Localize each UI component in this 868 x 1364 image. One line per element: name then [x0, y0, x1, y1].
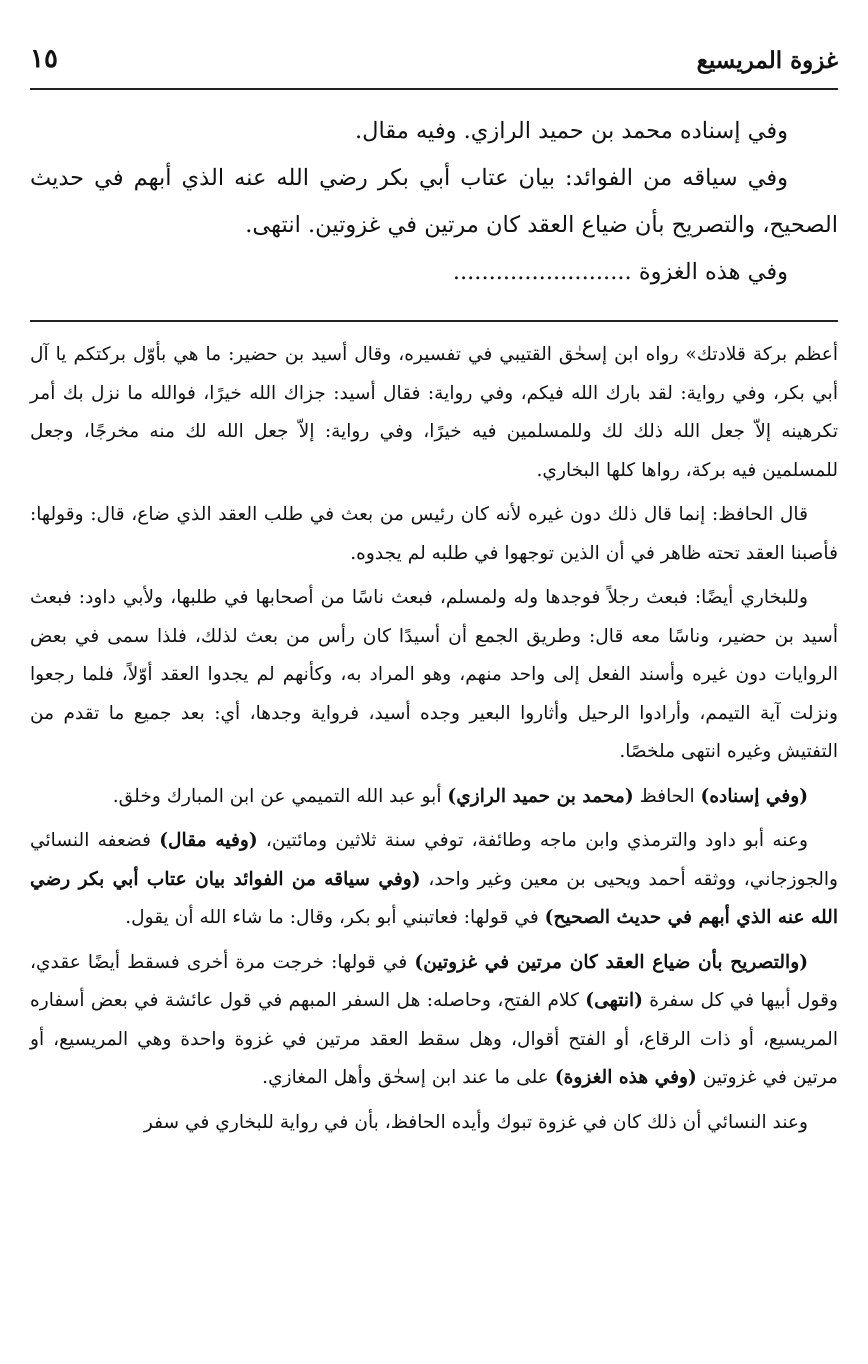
quoted-text: (وفي إسناده): [700, 785, 808, 807]
commentary-paragraph: قال الحافظ: إنما قال ذلك دون غيره لأنه كان رئيس من بعث في طلب العقد الذي ضاع، قال: وقولها: فأصبنا العقد تحته ظاهر في أن الذين توجهوا في طلبه لم يجدوه.: [30, 504, 838, 564]
commentary-text: في قولها: خرجت مرة أخرى فسقط أيضًا عقدي، وقول أبيها في كل سفرة: [30, 951, 838, 1011]
commentary-text: كلام الفتح، وحاصله: هل السفر المبهم في قول عائشة في بعض أسفاره المريسيع، أو ذات الرقاع، أو الفتح أقوال، وهل سقط العقد مرتين في غزوة واحدة وهي المريسيع، أو مرتين في غزوتين: [30, 990, 838, 1088]
commentary-text: وعنه أبو داود والترمذي وابن ماجه وطائفة، توفي سنة ثلاثين ومائتين،: [257, 830, 808, 851]
quoted-text: (وفي سياقه من الفوائد بيان عتاب أبي بكر رضي الله عنه الذي أبهم في حديث الصحيح): [30, 868, 838, 928]
ellipsis-dots: .........................: [452, 259, 632, 285]
commentary-paragraph: وعند النسائي أن ذلك كان في غزوة تبوك وأيده الحافظ، بأن في رواية للبخاري في سفر: [143, 1111, 808, 1133]
quoted-text: (محمد بن حميد الرازي): [447, 785, 634, 807]
commentary-paragraph: [30, 944, 838, 1098]
commentary-text: فضعفه النسائي والجوزجاني، ووثقه أحمد ويحيى بن معين وغير واحد،: [30, 830, 838, 890]
book-page: [30, 38, 838, 1148]
commentary-paragraph: وللبخاري أيضًا: فبعث رجلاً فوجدها وله ولمسلم، فبعث ناسًا من أصحابها في طلبها، ولأبي داود: فبعث أسيد بن حضير، وناسًا معه قال: وطريق الجمع أن أسيدًا كان رأس من بعث لذلك، فلذا سمى في بعض الروايات دون غيره وأسند الفعل إلى واحد منهم، وهو المراد به، وكأنهم لم يجدوا العقد أوّلاً، فلما رجعوا ونزلت آية التيمم، وأرادوا الرحيل وأثاروا البعير وجده أسيد، فرواية وجدها، أي: بعد جميع ما تقدم من التفتيش وغيره انتهى ملخصًا.: [30, 587, 838, 762]
quoted-text: (وفيه مقال): [159, 830, 258, 851]
quoted-text: (والتصريح بأن ضياع العقد كان مرتين في غزوتين): [414, 951, 808, 973]
page-header: [30, 38, 838, 90]
main-text-line: وفي هذه الغزوة: [638, 259, 788, 285]
quoted-text: (انتهى): [585, 990, 643, 1011]
main-text-section: [30, 90, 838, 322]
main-text-paragraph: وفي إسناده محمد بن حميد الرازي. وفيه مقال.: [355, 118, 788, 144]
page-number: ١٥: [30, 44, 58, 74]
commentary-paragraph: [30, 822, 838, 938]
main-text-paragraph: [30, 249, 838, 296]
commentary-text: في قولها: فعاتبني أبو بكر، وقال: ما شاء الله أن يقول.: [125, 907, 545, 928]
main-text-paragraph: وفي سياقه من الفوائد: بيان عتاب أبي بكر رضي الله عنه الذي أبهم في حديث الصحيح، والتصريح بأن ضياع العقد كان مرتين في غزوتين. انتهى.: [30, 165, 838, 238]
commentary-section: [30, 322, 838, 1142]
commentary-paragraph: أعظم بركة قلادتك» رواه ابن إسحٰق القتيبي في تفسيره، وقال أسيد بن حضير: ما هي بأوّل بركتكم يا آل أبي بكر، وفي رواية: لقد بارك الله فيكم، وفي رواية: فقال أسيد: جزاك الله خيرًا، فوالله ما نزل بك أمر تكرهينه إلاّ جعل الله ذلك لك وللمسلمين فيه خيرًا، وفي رواية: إلاّ جعل الله لك منه مخرجًا، وجعل للمسلمين فيه بركة، رواها كلها البخاري.: [30, 344, 838, 481]
commentary-text: الحافظ: [633, 785, 701, 807]
running-title: غزوة المريسيع: [696, 47, 838, 74]
quoted-text: (وفي هذه الغزوة): [554, 1067, 697, 1088]
commentary-text: على ما عند ابن إسحٰق وأهل المغازي.: [262, 1067, 555, 1088]
commentary-text: أبو عبد الله التميمي عن ابن المبارك وخلق.: [112, 785, 448, 807]
commentary-paragraph: [30, 778, 838, 817]
